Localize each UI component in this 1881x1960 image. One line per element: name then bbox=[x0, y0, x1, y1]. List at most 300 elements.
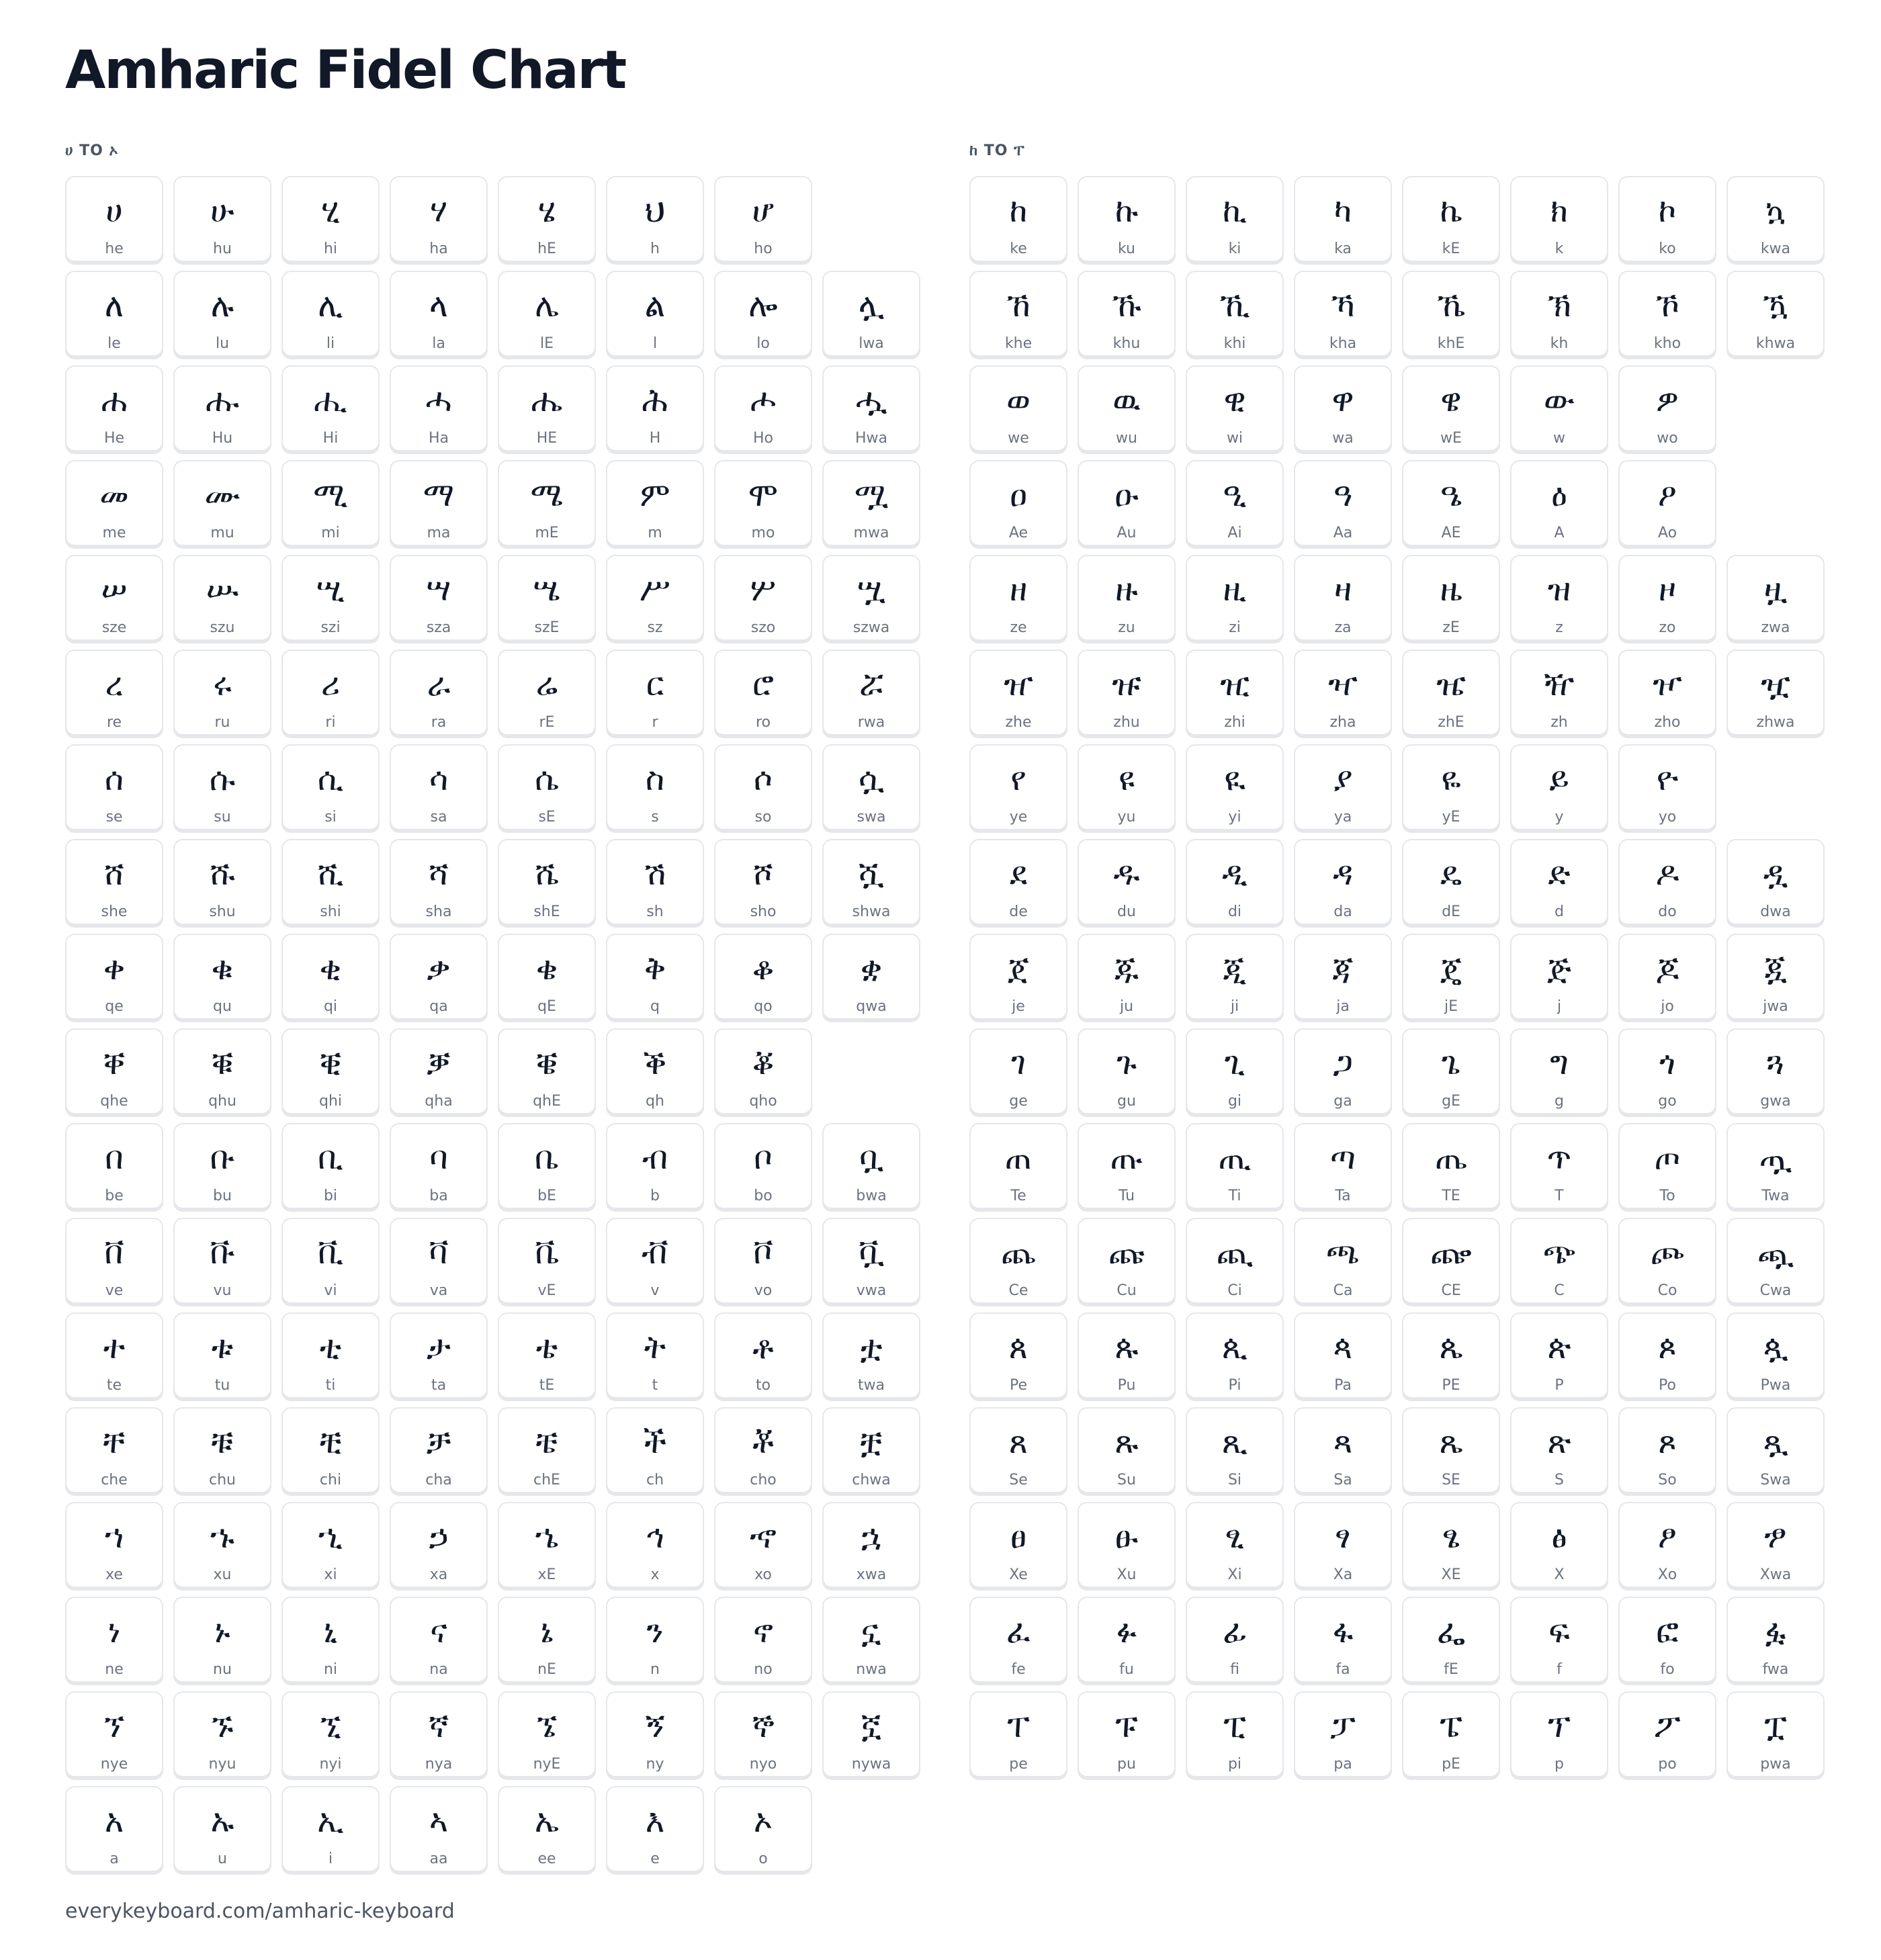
fidel-key[interactable] bbox=[969, 1597, 1067, 1683]
fidel-transliteration: zh bbox=[1550, 714, 1568, 731]
fidel-glyph: ዞ bbox=[1658, 571, 1677, 609]
fidel-transliteration: ha bbox=[429, 240, 448, 257]
fidel-key[interactable] bbox=[1078, 1312, 1176, 1398]
fidel-key[interactable] bbox=[714, 744, 812, 830]
fidel-key[interactable] bbox=[65, 839, 163, 925]
fidel-key[interactable] bbox=[606, 650, 704, 736]
fidel-key[interactable] bbox=[1510, 1691, 1608, 1777]
fidel-key[interactable] bbox=[1186, 365, 1284, 451]
fidel-key[interactable] bbox=[1294, 1028, 1392, 1114]
fidel-key[interactable] bbox=[714, 934, 812, 1020]
fidel-key[interactable] bbox=[498, 1691, 596, 1777]
fidel-key[interactable] bbox=[1510, 271, 1608, 357]
fidel-key[interactable] bbox=[1186, 176, 1284, 262]
fidel-key[interactable] bbox=[390, 650, 488, 736]
fidel-key[interactable] bbox=[1726, 839, 1825, 925]
fidel-key[interactable] bbox=[498, 744, 596, 830]
fidel-key[interactable] bbox=[281, 176, 380, 262]
fidel-key[interactable] bbox=[822, 1597, 920, 1683]
fidel-key[interactable] bbox=[714, 1597, 812, 1683]
fidel-transliteration: bu bbox=[213, 1188, 232, 1204]
fidel-key[interactable] bbox=[1402, 934, 1500, 1020]
fidel-key[interactable] bbox=[173, 1407, 271, 1493]
fidel-key[interactable] bbox=[390, 176, 488, 262]
fidel-key[interactable] bbox=[969, 744, 1067, 830]
fidel-glyph: ቕ bbox=[643, 1044, 667, 1082]
fidel-key[interactable] bbox=[1618, 1218, 1716, 1304]
fidel-key[interactable] bbox=[1402, 1502, 1500, 1588]
fidel-key[interactable] bbox=[822, 1312, 920, 1398]
fidel-key[interactable] bbox=[281, 1407, 380, 1493]
fidel-key[interactable] bbox=[714, 176, 812, 262]
fidel-key[interactable] bbox=[1186, 271, 1284, 357]
fidel-key[interactable] bbox=[606, 1786, 704, 1872]
fidel-key[interactable] bbox=[281, 744, 380, 830]
fidel-key[interactable] bbox=[498, 839, 596, 925]
fidel-key[interactable] bbox=[1726, 1502, 1825, 1588]
fidel-key[interactable] bbox=[1402, 650, 1500, 736]
fidel-key[interactable] bbox=[281, 1691, 380, 1777]
fidel-key[interactable] bbox=[1618, 555, 1716, 641]
fidel-key[interactable] bbox=[606, 1691, 704, 1777]
fidel-key[interactable] bbox=[1402, 1218, 1500, 1304]
fidel-glyph: ሖ bbox=[750, 382, 777, 419]
fidel-key[interactable] bbox=[65, 555, 163, 641]
fidel-key[interactable] bbox=[1510, 1312, 1608, 1398]
fidel-key[interactable] bbox=[498, 271, 596, 357]
fidel-key[interactable] bbox=[606, 934, 704, 1020]
fidel-key[interactable] bbox=[969, 365, 1067, 451]
fidel-key[interactable] bbox=[1510, 460, 1608, 546]
fidel-key[interactable] bbox=[1294, 176, 1392, 262]
fidel-key[interactable] bbox=[822, 744, 920, 830]
fidel-key[interactable] bbox=[1618, 1691, 1716, 1777]
fidel-key[interactable] bbox=[1078, 1028, 1176, 1114]
fidel-key[interactable] bbox=[498, 555, 596, 641]
fidel-key[interactable] bbox=[65, 744, 163, 830]
fidel-key[interactable] bbox=[498, 1786, 596, 1872]
fidel-key[interactable] bbox=[1078, 365, 1176, 451]
fidel-key[interactable] bbox=[606, 839, 704, 925]
fidel-key[interactable] bbox=[822, 271, 920, 357]
fidel-key[interactable] bbox=[1618, 1312, 1716, 1398]
fidel-key[interactable] bbox=[1294, 1597, 1392, 1683]
fidel-key[interactable] bbox=[390, 271, 488, 357]
fidel-key[interactable] bbox=[714, 1218, 812, 1304]
fidel-key[interactable] bbox=[1402, 365, 1500, 451]
fidel-key[interactable] bbox=[1726, 934, 1825, 1020]
fidel-key[interactable] bbox=[1078, 460, 1176, 546]
fidel-key[interactable] bbox=[1618, 365, 1716, 451]
fidel-key[interactable] bbox=[173, 839, 271, 925]
fidel-key[interactable] bbox=[606, 460, 704, 546]
fidel-key[interactable] bbox=[969, 460, 1067, 546]
fidel-key[interactable] bbox=[281, 839, 380, 925]
fidel-key[interactable] bbox=[498, 1123, 596, 1209]
fidel-key[interactable] bbox=[281, 1123, 380, 1209]
fidel-key[interactable] bbox=[281, 1502, 380, 1588]
fidel-key[interactable] bbox=[1186, 934, 1284, 1020]
fidel-key[interactable] bbox=[606, 1597, 704, 1683]
fidel-key[interactable] bbox=[714, 365, 812, 451]
fidel-key[interactable] bbox=[1078, 744, 1176, 830]
fidel-key[interactable] bbox=[606, 744, 704, 830]
fidel-key[interactable] bbox=[390, 1597, 488, 1683]
fidel-key[interactable] bbox=[1402, 1123, 1500, 1209]
fidel-key[interactable] bbox=[390, 744, 488, 830]
fidel-key[interactable] bbox=[714, 1691, 812, 1777]
fidel-key[interactable] bbox=[1294, 555, 1392, 641]
fidel-key[interactable] bbox=[1618, 176, 1716, 262]
fidel-key[interactable] bbox=[1402, 839, 1500, 925]
fidel-key[interactable] bbox=[281, 1218, 380, 1304]
fidel-key[interactable] bbox=[65, 1028, 163, 1114]
fidel-key[interactable] bbox=[65, 176, 163, 262]
fidel-key[interactable] bbox=[1618, 1028, 1716, 1114]
fidel-key[interactable] bbox=[1402, 1312, 1500, 1398]
fidel-key[interactable] bbox=[1186, 1691, 1284, 1777]
fidel-key[interactable] bbox=[606, 1502, 704, 1588]
fidel-key[interactable] bbox=[822, 1407, 920, 1493]
fidel-glyph: ጃ bbox=[1332, 950, 1354, 987]
fidel-key[interactable] bbox=[1618, 744, 1716, 830]
fidel-key[interactable] bbox=[173, 744, 271, 830]
fidel-key[interactable] bbox=[498, 176, 596, 262]
fidel-key[interactable] bbox=[1294, 271, 1392, 357]
fidel-key[interactable] bbox=[606, 1123, 704, 1209]
fidel-key[interactable] bbox=[1186, 1028, 1284, 1114]
fidel-key[interactable] bbox=[390, 1218, 488, 1304]
fidel-key[interactable] bbox=[969, 839, 1067, 925]
fidel-key[interactable] bbox=[498, 365, 596, 451]
fidel-key[interactable] bbox=[1618, 460, 1716, 546]
fidel-key[interactable] bbox=[969, 1028, 1067, 1114]
fidel-key[interactable] bbox=[173, 271, 271, 357]
fidel-key[interactable] bbox=[173, 1218, 271, 1304]
fidel-key[interactable] bbox=[1402, 1407, 1500, 1493]
fidel-key[interactable] bbox=[498, 650, 596, 736]
fidel-key[interactable] bbox=[65, 365, 163, 451]
fidel-key[interactable] bbox=[1078, 555, 1176, 641]
fidel-key[interactable] bbox=[65, 1691, 163, 1777]
fidel-glyph: ጽ bbox=[1547, 1423, 1571, 1461]
fidel-transliteration: Hi bbox=[322, 430, 339, 447]
fidel-key[interactable] bbox=[1294, 460, 1392, 546]
fidel-key[interactable] bbox=[606, 1028, 704, 1114]
fidel-key[interactable] bbox=[173, 365, 271, 451]
fidel-key[interactable] bbox=[1402, 271, 1500, 357]
fidel-key[interactable] bbox=[822, 460, 920, 546]
fidel-key[interactable] bbox=[1186, 1502, 1284, 1588]
fidel-key[interactable] bbox=[1294, 1218, 1392, 1304]
fidel-key[interactable] bbox=[822, 934, 920, 1020]
fidel-key[interactable] bbox=[969, 1218, 1067, 1304]
fidel-key[interactable] bbox=[1078, 1218, 1176, 1304]
fidel-transliteration: Ca bbox=[1333, 1282, 1353, 1299]
fidel-key[interactable] bbox=[606, 271, 704, 357]
fidel-key[interactable] bbox=[390, 839, 488, 925]
fidel-key[interactable] bbox=[281, 271, 380, 357]
fidel-key[interactable] bbox=[281, 1028, 380, 1114]
fidel-key[interactable] bbox=[1078, 176, 1176, 262]
fidel-key[interactable] bbox=[1402, 1691, 1500, 1777]
fidel-key[interactable] bbox=[1294, 1312, 1392, 1398]
fidel-key[interactable] bbox=[606, 176, 704, 262]
fidel-key[interactable] bbox=[714, 1123, 812, 1209]
fidel-key[interactable] bbox=[390, 1502, 488, 1588]
fidel-key[interactable] bbox=[606, 1407, 704, 1493]
fidel-key[interactable] bbox=[173, 555, 271, 641]
fidel-key[interactable] bbox=[1402, 1597, 1500, 1683]
fidel-glyph: ኻ bbox=[1331, 287, 1355, 324]
fidel-key[interactable] bbox=[714, 839, 812, 925]
fidel-key[interactable] bbox=[390, 1407, 488, 1493]
fidel-key[interactable] bbox=[65, 934, 163, 1020]
fidel-key[interactable] bbox=[822, 1502, 920, 1588]
fidel-key[interactable] bbox=[281, 1312, 380, 1398]
fidel-key[interactable] bbox=[1510, 744, 1608, 830]
fidel-key[interactable] bbox=[173, 1123, 271, 1209]
fidel-key[interactable] bbox=[1618, 1597, 1716, 1683]
fidel-key[interactable] bbox=[714, 1786, 812, 1872]
fidel-key[interactable] bbox=[1510, 176, 1608, 262]
fidel-key[interactable] bbox=[1510, 650, 1608, 736]
fidel-glyph: ሆ bbox=[752, 192, 775, 230]
fidel-key[interactable] bbox=[1294, 365, 1392, 451]
fidel-glyph: ቻ bbox=[426, 1423, 451, 1461]
fidel-key[interactable] bbox=[1402, 176, 1500, 262]
fidel-key[interactable] bbox=[1510, 365, 1608, 451]
fidel-key[interactable] bbox=[173, 460, 271, 546]
fidel-key[interactable] bbox=[1726, 1407, 1825, 1493]
fidel-key[interactable] bbox=[498, 1028, 596, 1114]
fidel-key[interactable] bbox=[281, 1597, 380, 1683]
fidel-key[interactable] bbox=[173, 1786, 271, 1872]
fidel-key[interactable] bbox=[1402, 744, 1500, 830]
fidel-key[interactable] bbox=[1186, 1218, 1284, 1304]
fidel-key[interactable] bbox=[714, 271, 812, 357]
fidel-key[interactable] bbox=[1726, 1597, 1825, 1683]
fidel-key[interactable] bbox=[390, 555, 488, 641]
fidel-key[interactable] bbox=[969, 1502, 1067, 1588]
fidel-key[interactable] bbox=[1726, 1312, 1825, 1398]
fidel-glyph: ፅ bbox=[1551, 1518, 1567, 1556]
fidel-key[interactable] bbox=[498, 1218, 596, 1304]
fidel-key[interactable] bbox=[1726, 176, 1825, 262]
fidel-key[interactable] bbox=[498, 1407, 596, 1493]
fidel-key[interactable] bbox=[1186, 1312, 1284, 1398]
fidel-key[interactable] bbox=[1726, 1691, 1825, 1777]
fidel-glyph: ሶ bbox=[753, 760, 773, 798]
fidel-key[interactable] bbox=[1078, 1123, 1176, 1209]
fidel-key[interactable] bbox=[281, 934, 380, 1020]
fidel-key[interactable] bbox=[969, 650, 1067, 736]
fidel-transliteration: rwa bbox=[857, 714, 885, 731]
fidel-key[interactable] bbox=[1078, 934, 1176, 1020]
fidel-key[interactable] bbox=[1510, 1123, 1608, 1209]
fidel-key[interactable] bbox=[1294, 1502, 1392, 1588]
fidel-key[interactable] bbox=[714, 1028, 812, 1114]
fidel-key[interactable] bbox=[65, 1786, 163, 1872]
fidel-key[interactable] bbox=[1078, 1691, 1176, 1777]
fidel-key[interactable] bbox=[390, 1028, 488, 1114]
fidel-key[interactable] bbox=[1402, 1028, 1500, 1114]
fidel-key[interactable] bbox=[1510, 555, 1608, 641]
fidel-key[interactable] bbox=[1726, 1028, 1825, 1114]
fidel-key[interactable] bbox=[1402, 460, 1500, 546]
fidel-key[interactable] bbox=[390, 460, 488, 546]
fidel-key[interactable] bbox=[1186, 460, 1284, 546]
fidel-key[interactable] bbox=[498, 460, 596, 546]
fidel-glyph: ሎ bbox=[748, 287, 778, 324]
fidel-key[interactable] bbox=[390, 1312, 488, 1398]
fidel-key[interactable] bbox=[822, 1691, 920, 1777]
fidel-key[interactable] bbox=[65, 1407, 163, 1493]
fidel-key[interactable] bbox=[1186, 839, 1284, 925]
fidel-key[interactable] bbox=[1510, 1028, 1608, 1114]
fidel-key[interactable] bbox=[65, 1502, 163, 1588]
fidel-key[interactable] bbox=[1726, 1218, 1825, 1304]
fidel-key[interactable] bbox=[1078, 1502, 1176, 1588]
fidel-key[interactable] bbox=[969, 176, 1067, 262]
fidel-key[interactable] bbox=[390, 1786, 488, 1872]
fidel-key[interactable] bbox=[969, 1312, 1067, 1398]
fidel-key[interactable] bbox=[822, 650, 920, 736]
fidel-key[interactable] bbox=[173, 1312, 271, 1398]
fidel-key[interactable] bbox=[1726, 555, 1825, 641]
fidel-glyph: ኹ bbox=[1112, 287, 1141, 324]
fidel-key[interactable] bbox=[173, 1028, 271, 1114]
fidel-key[interactable] bbox=[1078, 650, 1176, 736]
fidel-key[interactable] bbox=[822, 365, 920, 451]
fidel-key[interactable] bbox=[1510, 839, 1608, 925]
fidel-key[interactable] bbox=[1078, 1597, 1176, 1683]
fidel-key[interactable] bbox=[498, 1312, 596, 1398]
fidel-key[interactable] bbox=[714, 460, 812, 546]
fidel-key[interactable] bbox=[1294, 839, 1392, 925]
fidel-key[interactable] bbox=[1186, 1123, 1284, 1209]
fidel-glyph: ዧ bbox=[1761, 666, 1790, 703]
fidel-key[interactable] bbox=[1078, 1407, 1176, 1493]
fidel-key[interactable] bbox=[1510, 934, 1608, 1020]
fidel-key[interactable] bbox=[1510, 1407, 1608, 1493]
fidel-key[interactable] bbox=[1078, 839, 1176, 925]
fidel-key[interactable] bbox=[281, 1786, 380, 1872]
fidel-key[interactable] bbox=[822, 839, 920, 925]
fidel-glyph: ሮ bbox=[752, 666, 774, 703]
fidel-key[interactable] bbox=[1510, 1502, 1608, 1588]
fidel-key[interactable] bbox=[1726, 650, 1825, 736]
fidel-key[interactable] bbox=[822, 1123, 920, 1209]
fidel-key[interactable] bbox=[714, 555, 812, 641]
fidel-key[interactable] bbox=[281, 460, 380, 546]
fidel-key[interactable] bbox=[1186, 555, 1284, 641]
fidel-transliteration: he bbox=[105, 240, 124, 257]
fidel-key[interactable] bbox=[1618, 1123, 1716, 1209]
fidel-key[interactable] bbox=[822, 1218, 920, 1304]
fidel-key[interactable] bbox=[65, 271, 163, 357]
fidel-key[interactable] bbox=[1510, 1597, 1608, 1683]
fidel-key[interactable] bbox=[281, 650, 380, 736]
fidel-key[interactable] bbox=[1618, 1407, 1716, 1493]
fidel-glyph: ጲ bbox=[1221, 1329, 1248, 1366]
fidel-key[interactable] bbox=[65, 1597, 163, 1683]
fidel-key[interactable] bbox=[1186, 744, 1284, 830]
fidel-key[interactable] bbox=[173, 650, 271, 736]
fidel-key[interactable] bbox=[498, 1502, 596, 1588]
fidel-key[interactable] bbox=[173, 1502, 271, 1588]
fidel-key[interactable] bbox=[1078, 271, 1176, 357]
fidel-key[interactable] bbox=[390, 934, 488, 1020]
fidel-key[interactable] bbox=[498, 1597, 596, 1683]
fidel-key[interactable] bbox=[969, 1123, 1067, 1209]
fidel-key[interactable] bbox=[65, 1312, 163, 1398]
fidel-key[interactable] bbox=[1618, 650, 1716, 736]
fidel-key[interactable] bbox=[173, 1597, 271, 1683]
fidel-key[interactable] bbox=[1294, 1407, 1392, 1493]
fidel-key[interactable] bbox=[281, 365, 380, 451]
fidel-key[interactable] bbox=[822, 555, 920, 641]
fidel-key[interactable] bbox=[969, 271, 1067, 357]
fidel-key[interactable] bbox=[281, 555, 380, 641]
fidel-key[interactable] bbox=[1294, 1123, 1392, 1209]
fidel-key[interactable] bbox=[390, 365, 488, 451]
fidel-key[interactable] bbox=[65, 650, 163, 736]
fidel-key[interactable] bbox=[65, 1123, 163, 1209]
fidel-key[interactable] bbox=[606, 555, 704, 641]
fidel-transliteration: khE bbox=[1437, 335, 1465, 352]
fidel-key[interactable] bbox=[969, 934, 1067, 1020]
fidel-glyph: ጓ bbox=[1767, 1044, 1784, 1082]
fidel-transliteration: Co bbox=[1657, 1282, 1677, 1299]
fidel-key[interactable] bbox=[606, 365, 704, 451]
fidel-key[interactable] bbox=[1294, 934, 1392, 1020]
fidel-key[interactable] bbox=[1294, 1691, 1392, 1777]
fidel-key[interactable] bbox=[1186, 650, 1284, 736]
fidel-key[interactable] bbox=[1726, 1123, 1825, 1209]
fidel-key[interactable] bbox=[1618, 271, 1716, 357]
fidel-key[interactable] bbox=[969, 555, 1067, 641]
fidel-key[interactable] bbox=[390, 1123, 488, 1209]
fidel-key[interactable] bbox=[606, 1312, 704, 1398]
fidel-key[interactable] bbox=[1186, 1597, 1284, 1683]
fidel-key[interactable] bbox=[1726, 271, 1825, 357]
fidel-key[interactable] bbox=[498, 934, 596, 1020]
fidel-key[interactable] bbox=[1294, 744, 1392, 830]
fidel-key[interactable] bbox=[173, 1691, 271, 1777]
fidel-key[interactable] bbox=[714, 1502, 812, 1588]
fidel-key[interactable] bbox=[969, 1691, 1067, 1777]
fidel-key[interactable] bbox=[714, 650, 812, 736]
fidel-key[interactable] bbox=[1294, 650, 1392, 736]
fidel-key[interactable] bbox=[1618, 839, 1716, 925]
fidel-key[interactable] bbox=[1510, 1218, 1608, 1304]
fidel-key[interactable] bbox=[1402, 555, 1500, 641]
fidel-key[interactable] bbox=[173, 176, 271, 262]
fidel-key[interactable] bbox=[1618, 1502, 1716, 1588]
fidel-key[interactable] bbox=[65, 460, 163, 546]
fidel-key[interactable] bbox=[1186, 1407, 1284, 1493]
fidel-key[interactable] bbox=[606, 1218, 704, 1304]
fidel-key[interactable] bbox=[390, 1691, 488, 1777]
fidel-key[interactable] bbox=[173, 934, 271, 1020]
fidel-key[interactable] bbox=[714, 1407, 812, 1493]
fidel-key[interactable] bbox=[714, 1312, 812, 1398]
fidel-key[interactable] bbox=[65, 1218, 163, 1304]
fidel-key[interactable] bbox=[969, 1407, 1067, 1493]
fidel-glyph: ኂ bbox=[318, 1518, 343, 1556]
fidel-key[interactable] bbox=[1618, 934, 1716, 1020]
